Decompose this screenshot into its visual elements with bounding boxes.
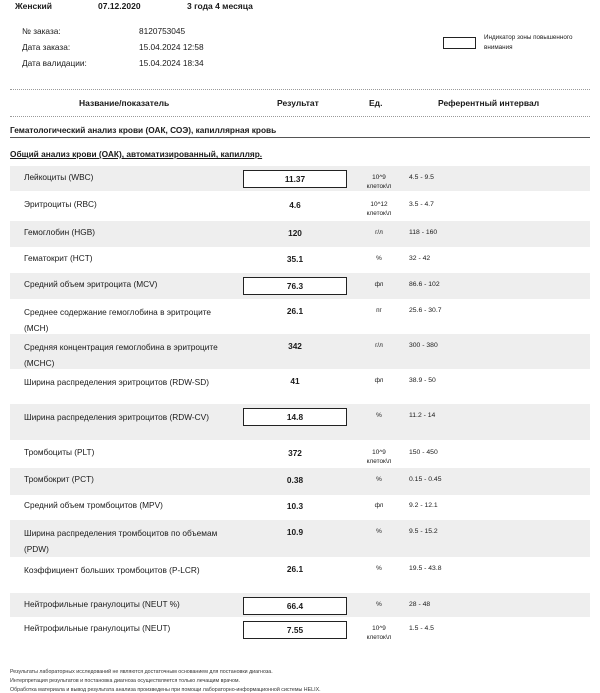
test-name: Лейкоциты (WBC) xyxy=(24,172,94,182)
table-row xyxy=(10,166,590,191)
test-name: Тромбоциты (PLT) xyxy=(24,447,95,457)
reference-range: 38.9 - 50 xyxy=(409,377,436,384)
table-row xyxy=(10,404,590,440)
unit: % xyxy=(376,565,382,572)
test-name: Среднее содержание гемоглобина в эритроците (MCH) xyxy=(24,307,212,333)
result-value: 0.38 xyxy=(286,475,304,485)
order-date: 15.04.2024 12:58 xyxy=(139,42,204,52)
table-row xyxy=(10,441,590,468)
table-row xyxy=(10,334,590,369)
unit: фл xyxy=(374,377,384,384)
reference-range: 32 - 42 xyxy=(409,255,431,262)
test-name: Ширина распределения эритроцитов (RDW-CV) xyxy=(24,412,209,422)
unit: 10^9 клеток\л xyxy=(366,625,392,641)
test-name: Гематокрит (HCT) xyxy=(24,253,93,263)
unit: пг xyxy=(376,307,382,314)
column-header-result: Результат xyxy=(277,98,319,108)
reference-range: 86.6 - 102 xyxy=(409,281,440,288)
unit: % xyxy=(376,528,382,535)
result-value: 342 xyxy=(288,341,302,351)
table-row xyxy=(10,593,590,617)
table-row xyxy=(10,520,590,557)
unit: % xyxy=(376,255,382,262)
patient-birth-date: 07.12.2020 xyxy=(98,1,141,11)
unit: 10^9 клеток\л xyxy=(366,174,392,190)
unit: фл xyxy=(374,281,384,288)
flagged-result-value: 76.3 xyxy=(243,277,347,295)
flagged-result-value: 11.37 xyxy=(243,170,347,188)
test-name: Средний объем тромбоцитов (MPV) xyxy=(24,500,163,510)
result-value: 4.6 xyxy=(289,200,301,210)
patient-age: 3 года 4 месяца xyxy=(187,1,253,11)
test-name: Тромбокрит (PCT) xyxy=(24,474,94,484)
table-row xyxy=(10,299,590,334)
reference-range: 118 - 160 xyxy=(409,229,438,236)
table-row xyxy=(10,557,590,593)
reference-range: 1.5 - 4.5 xyxy=(409,625,434,632)
test-name: Нейтрофильные гранулоциты (NEUT) xyxy=(24,623,171,633)
section-divider xyxy=(10,137,590,138)
footer-note: Интерпретация результатов и постановка диагноза осуществляется только лечащим врачом. xyxy=(10,678,241,684)
validation-date: 15.04.2024 18:34 xyxy=(139,58,204,68)
result-value: 35.1 xyxy=(286,254,304,264)
result-value: 10.9 xyxy=(286,527,304,537)
reference-range: 4.5 - 9.5 xyxy=(409,174,434,181)
reference-range: 11.2 - 14 xyxy=(409,412,436,419)
attention-indicator-label: Индикатор зоны повышенного внимания xyxy=(484,34,573,51)
divider xyxy=(10,89,590,90)
test-name: Нейтрофильные гранулоциты (NEUT %) xyxy=(24,599,180,609)
column-header-reference: Референтный интервал xyxy=(438,98,540,108)
reference-range: 28 - 48 xyxy=(409,601,431,608)
unit: 10^12 клеток\л xyxy=(366,201,392,217)
unit: % xyxy=(376,476,382,483)
validation-date-label: Дата валидации: xyxy=(22,58,87,68)
test-name: Коэффициент больших тромбоцитов (P-LCR) xyxy=(24,565,200,575)
test-name: Средний объем эритроцита (MCV) xyxy=(24,279,158,289)
table-row xyxy=(10,468,590,495)
order-number-label: № заказа: xyxy=(22,26,61,36)
divider xyxy=(10,116,590,117)
result-value: 372 xyxy=(288,448,302,458)
result-value: 120 xyxy=(288,228,302,238)
attention-indicator-box xyxy=(443,37,476,49)
flagged-result-value: 66.4 xyxy=(243,597,347,615)
unit: г/л xyxy=(375,229,383,236)
column-header-name: Название/показатель xyxy=(79,98,170,108)
test-name: Гемоглобин (HGB) xyxy=(24,227,96,237)
unit: % xyxy=(376,601,382,608)
unit: г/л xyxy=(375,342,383,349)
table-row xyxy=(10,273,590,299)
patient-sex: Женский xyxy=(15,1,52,11)
table-row xyxy=(10,617,590,647)
unit: % xyxy=(376,412,382,419)
subsection-title: Общий анализ крови (ОАК), автоматизированный, капилляр. xyxy=(10,149,263,159)
reference-range: 300 - 380 xyxy=(409,342,438,349)
table-row xyxy=(10,494,590,520)
unit: фл xyxy=(374,502,384,509)
test-name: Средняя концентрация гемоглобина в эритроците (MCHC) xyxy=(24,342,218,368)
reference-range: 9.2 - 12.1 xyxy=(409,502,438,509)
reference-range: 0.15 - 0.45 xyxy=(409,476,442,483)
section-title: Гематологический анализ крови (ОАК, СОЭ), капиллярная кровь xyxy=(10,125,277,135)
result-value: 26.1 xyxy=(286,564,304,574)
reference-range: 3.5 - 4.7 xyxy=(409,201,434,208)
footer-note: Результаты лабораторных исследований не являются достаточным основанием для постановки диагноза. xyxy=(10,669,273,675)
test-name: Ширина распределения эритроцитов (RDW-SD) xyxy=(24,377,209,387)
reference-range: 25.6 - 30.7 xyxy=(409,307,442,314)
table-row xyxy=(10,193,590,219)
result-value: 41 xyxy=(290,376,300,386)
reference-range: 9.5 - 15.2 xyxy=(409,528,438,535)
reference-range: 150 - 450 xyxy=(409,449,438,456)
patient-header xyxy=(0,0,600,12)
column-header-unit: Ед. xyxy=(369,98,383,108)
table-row xyxy=(10,369,590,404)
result-value: 10.3 xyxy=(286,501,304,511)
flagged-result-value: 14.8 xyxy=(243,408,347,426)
footer-note: Обработка материала и вывод результата анализа произведены при помощи лабораторно-информационной системы HELIX. xyxy=(10,687,321,693)
test-name: Эритроциты (RBC) xyxy=(24,199,97,209)
order-date-label: Дата заказа: xyxy=(22,42,71,52)
result-value: 26.1 xyxy=(286,306,304,316)
table-row xyxy=(10,221,590,247)
reference-range: 19.5 - 43.8 xyxy=(409,565,442,572)
flagged-result-value: 7.55 xyxy=(243,621,347,639)
test-name: Ширина распределения тромбоцитов по объемам (PDW) xyxy=(24,528,218,554)
table-row xyxy=(10,247,590,273)
unit: 10^9 клеток\л xyxy=(366,449,392,465)
order-number: 8120753045 xyxy=(139,26,186,36)
